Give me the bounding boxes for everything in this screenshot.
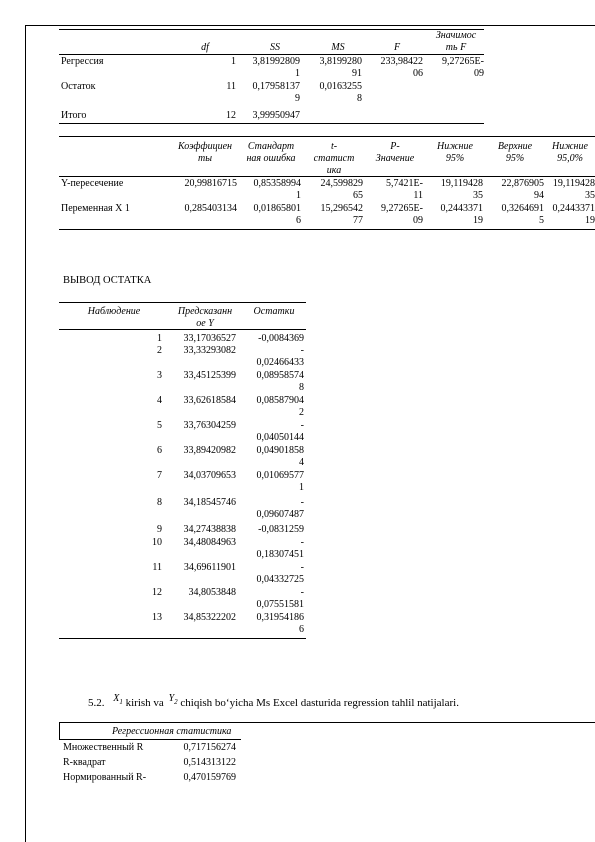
- anova-bottom-rule: [59, 123, 484, 124]
- coef-row-label: Y-пересечение: [61, 178, 124, 189]
- residual-obs: 9: [157, 524, 162, 535]
- anova-row-label: Итого: [61, 110, 87, 121]
- stats-label: Нормированный R-: [63, 772, 147, 783]
- residual-obs: 12: [152, 587, 162, 598]
- residual-obs: 10: [152, 537, 162, 548]
- stats-label: Множественный R: [63, 742, 144, 753]
- anova-cell-ss: 3,99950947: [252, 110, 300, 121]
- residual-obs: 3: [157, 370, 162, 381]
- coef-header: Коэффициен ты: [177, 141, 232, 164]
- coef-cell: 0,3264691 5: [501, 203, 544, 226]
- residual-pred: 34,48084963: [183, 537, 236, 548]
- caption-tail: chiqish bo‘yicha Ms Excel dasturida regression tahlil natijalari.: [180, 697, 459, 709]
- coef-header: Верхние 95%: [497, 141, 533, 164]
- stats-top-rule: [59, 722, 595, 723]
- coef-top-rule: [59, 136, 595, 137]
- anova-header-ms: MS: [331, 42, 345, 53]
- residual-pred: 34,69611901: [183, 562, 236, 573]
- anova-cell-ss: 0,17958137 9: [252, 81, 300, 104]
- residual-pred: 33,62618584: [183, 395, 236, 406]
- residual-pred: 34,8053848: [188, 587, 236, 598]
- residual-value: - 0,18307451: [256, 537, 304, 560]
- residual-pred: 34,18545746: [183, 497, 236, 508]
- residual-pred: 33,17036527: [183, 333, 236, 344]
- residual-header: Предсказанн ое Y: [177, 306, 233, 329]
- coef-header: Стандарт ная ошибка: [246, 141, 296, 164]
- coef-cell: 0,285403134: [184, 203, 237, 214]
- coef-cell: 24,599829 65: [320, 178, 363, 201]
- residual-value: - 0,02466433: [256, 345, 304, 368]
- residual-obs: 6: [157, 445, 162, 456]
- anova-header-sig: Значимос ть F: [435, 30, 477, 53]
- residual-pred: 33,45125399: [183, 370, 236, 381]
- residual-value: - 0,07551581: [256, 587, 304, 610]
- residual-header-rule: [59, 329, 306, 330]
- anova-cell-ms: 3,8199280 91: [319, 56, 362, 79]
- anova-cell-ss: 3,81992809 1: [252, 56, 300, 79]
- anova-cell-f: 233,98422 06: [380, 56, 423, 79]
- residual-obs: 4: [157, 395, 162, 406]
- stats-label: R-квадрат: [63, 757, 106, 768]
- residual-value: 0,04901858 4: [256, 445, 304, 468]
- anova-cell-df: 11: [226, 81, 236, 92]
- anova-cell-sig: 9,27265E- 09: [442, 56, 484, 79]
- anova-header-f: F: [393, 42, 401, 53]
- residual-obs: 1: [157, 333, 162, 344]
- var-x1: $X_1$: [113, 693, 123, 706]
- coef-cell: 0,85358994 1: [253, 178, 301, 201]
- section-caption: [88, 693, 459, 714]
- residual-value: - 0,04050144: [256, 420, 304, 443]
- residual-pred: 34,27438838: [183, 524, 236, 535]
- residual-obs: 2: [157, 345, 162, 356]
- coef-header: Нижние 95%: [437, 141, 473, 164]
- residual-value: 0,08958574 8: [256, 370, 304, 393]
- anova-cell-df: 12: [226, 110, 236, 121]
- stats-header-rule: [59, 739, 241, 740]
- anova-header-ss: SS: [270, 42, 280, 53]
- residual-top-rule: [59, 302, 306, 303]
- coef-cell: 20,99816715: [184, 178, 237, 189]
- residual-pred: 34,03709653: [183, 470, 236, 481]
- stats-value: 0,470159769: [183, 772, 236, 783]
- residual-value: 0,01069577 1: [256, 470, 304, 493]
- coef-cell: 22,876905 94: [501, 178, 544, 201]
- residual-pred: 33,89420982: [183, 445, 236, 456]
- coef-header: P- Значение: [375, 141, 415, 164]
- residual-value: -0,0084369: [258, 333, 304, 344]
- stats-value: 0,717156274: [183, 742, 236, 753]
- coef-cell: 9,27265E- 09: [381, 203, 423, 226]
- residual-header: Остатки: [253, 306, 295, 317]
- var-y2: $Y_2$: [168, 693, 178, 706]
- coef-cell: 19,119428 35: [552, 178, 595, 201]
- stats-left-rule: [59, 722, 60, 740]
- residual-header: Наблюдение: [87, 306, 141, 317]
- anova-row-label: Остаток: [61, 81, 96, 92]
- residual-obs: 13: [152, 612, 162, 623]
- stats-title: Регрессионная статистика: [112, 726, 232, 737]
- coef-bottom-rule: [59, 229, 595, 230]
- anova-row-label: Регрессия: [61, 56, 104, 67]
- residual-obs: 7: [157, 470, 162, 481]
- residual-value: 0,31954186 6: [256, 612, 304, 635]
- coef-cell: 0,01865801 6: [253, 203, 301, 226]
- anova-cell-df: 1: [231, 56, 236, 67]
- anova-cell-ms: 0,0163255 8: [319, 81, 362, 104]
- residual-title: ВЫВОД ОСТАТКА: [63, 275, 152, 286]
- residual-obs: 11: [152, 562, 162, 573]
- caption-mid: kirish va: [125, 697, 164, 709]
- coef-cell: 0,2443371 19: [552, 203, 595, 226]
- anova-header-rule: [59, 54, 484, 55]
- residual-obs: 8: [157, 497, 162, 508]
- coef-header-rule: [59, 176, 595, 177]
- residual-pred: 34,85322202: [183, 612, 236, 623]
- section-number: 5.2.: [88, 697, 105, 709]
- coef-cell: 5,7421E- 11: [386, 178, 423, 201]
- residual-bottom-rule: [59, 638, 306, 639]
- stats-value: 0,514313122: [183, 757, 236, 768]
- coef-cell: 15,296542 77: [320, 203, 363, 226]
- residual-obs: 5: [157, 420, 162, 431]
- anova-header-df: df: [201, 42, 209, 53]
- residual-value: - 0,04332725: [256, 562, 304, 585]
- coef-header: t- статист ика: [313, 141, 355, 176]
- residual-value: - 0,09607487: [256, 497, 304, 520]
- anova-top-rule: [59, 29, 484, 30]
- coef-header: Нижние 95,0%: [552, 141, 588, 164]
- coef-cell: 0,2443371 19: [440, 203, 483, 226]
- residual-value: 0,08587904 2: [256, 395, 304, 418]
- residual-pred: 33,33293082: [183, 345, 236, 356]
- coef-cell: 19,119428 35: [440, 178, 483, 201]
- coef-row-label: Переменная X 1: [61, 203, 130, 214]
- residual-value: -0,0831259: [258, 524, 304, 535]
- residual-pred: 33,76304259: [183, 420, 236, 431]
